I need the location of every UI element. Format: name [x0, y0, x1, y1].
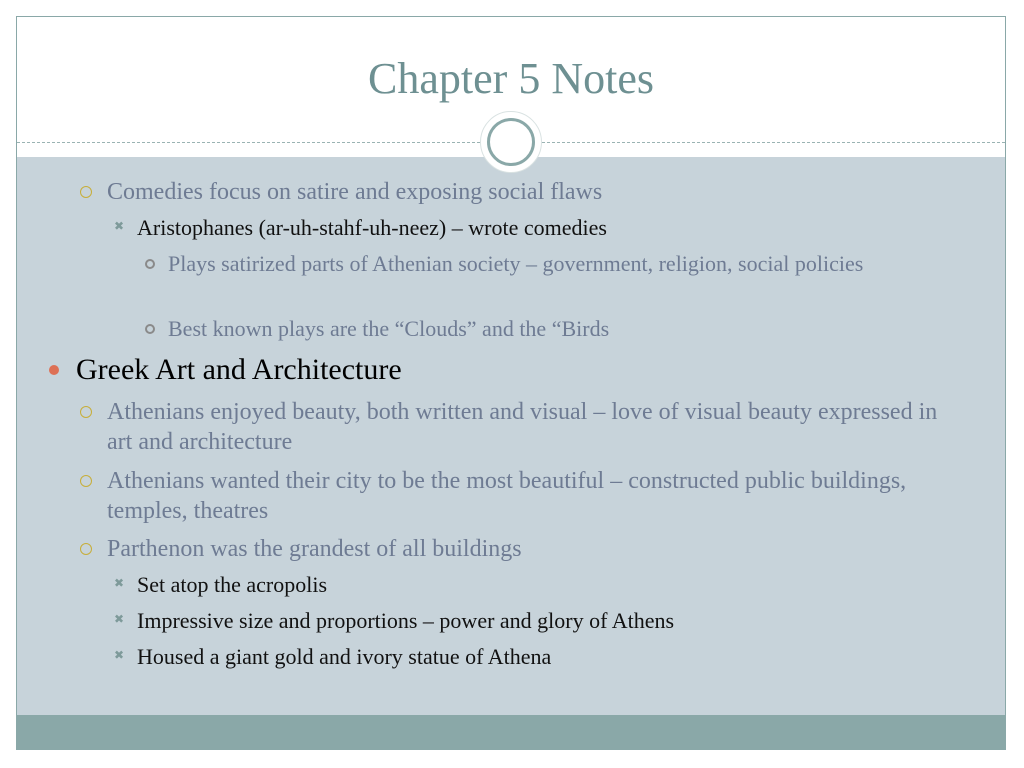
- cross-bullet-icon: ✖: [114, 612, 125, 626]
- cross-bullet-icon: ✖: [114, 576, 125, 590]
- dot-bullet-icon: [49, 365, 59, 375]
- ring-bullet-icon: [80, 406, 92, 418]
- circle-bullet-icon: [145, 324, 155, 334]
- ring-bullet-icon: [80, 186, 92, 198]
- circle-bullet-icon: [145, 259, 155, 269]
- ring-ornament-icon: [487, 118, 535, 166]
- cross-bullet-icon: ✖: [114, 648, 125, 662]
- bullet-item: [114, 571, 974, 598]
- bullet-text: Athenians enjoyed beauty, both written and visual – love of visual beauty expressed in art and architecture: [107, 399, 938, 455]
- divider-ornament: [480, 111, 542, 173]
- slide-footer-bar: [17, 715, 1005, 749]
- bullet-item: [145, 250, 945, 278]
- bullet-item: [114, 214, 974, 241]
- bullet-item: [80, 534, 960, 564]
- bullet-text: Comedies focus on satire and exposing social flaws: [107, 179, 603, 205]
- ring-bullet-icon: [80, 543, 92, 555]
- bullet-text: Plays satirized parts of Athenian society – government, religion, social policies: [168, 251, 864, 276]
- bullet-item: [49, 353, 969, 387]
- bullet-text: Parthenon was the grandest of all buildings: [107, 536, 522, 562]
- bullet-item: [80, 177, 980, 207]
- bullet-text: Greek Art and Architecture: [76, 353, 402, 386]
- slide: [16, 16, 1006, 750]
- bullet-item: [114, 607, 974, 634]
- slide-title: Chapter 5 Notes: [368, 54, 654, 103]
- bullet-text: Aristophanes (ar-uh-stahf-uh-neez) – wrote comedies: [137, 215, 607, 240]
- bullet-text: Set atop the acropolis: [137, 572, 328, 597]
- bullet-text: Best known plays are the “Clouds” and the “Birds: [168, 316, 610, 341]
- cross-bullet-icon: ✖: [114, 219, 125, 233]
- ring-bullet-icon: [80, 475, 92, 487]
- bullet-item: [145, 315, 945, 343]
- bullet-text: Athenians wanted their city to be the most beautiful – constructed public buildings, temples, theatres: [107, 468, 907, 524]
- bullet-item: [114, 643, 974, 670]
- bullet-item: [80, 466, 960, 526]
- bullet-item: [80, 397, 960, 457]
- bullet-text: Impressive size and proportions – power and glory of Athens: [137, 608, 675, 633]
- bullet-text: Housed a giant gold and ivory statue of Athena: [137, 644, 552, 669]
